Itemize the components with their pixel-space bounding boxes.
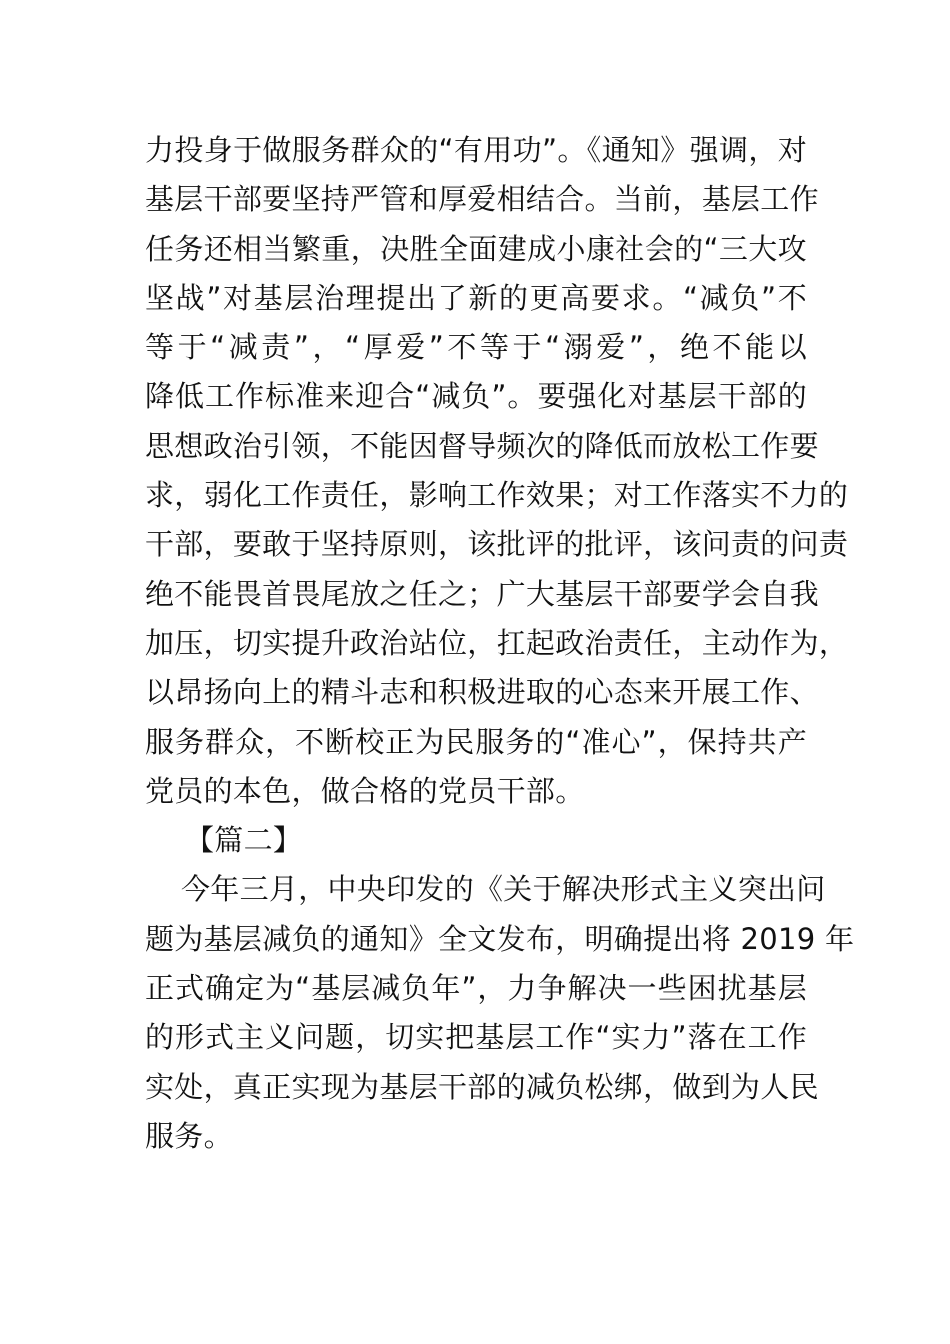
text-line: 加压，切实提升政治站位，扛起政治责任，主动作为， (145, 625, 849, 660)
text-line: 求，弱化工作责任，影响工作效果；对工作落实不力的 (145, 478, 849, 513)
text-line: 任务还相当繁重，决胜全面建成小康社会的“三大攻 (145, 231, 807, 266)
text-line: 力投身于做服务群众的“有用功”。《通知》强调，对 (145, 133, 807, 167)
text-line: 干部，要敢于坚持原则，该批评的批评，该问责的问责 (145, 527, 849, 562)
text-line: 正式确定为“基层减负年”，力争解决一些困扰基层 (145, 971, 807, 1006)
text-line: 题为基层减负的通知》全文发布，明确提出将 2019 年 (145, 921, 855, 956)
text-line: 服务。 (145, 1118, 233, 1153)
text-line: 基层干部要坚持严管和厚爱相结合。当前，基层工作 (145, 182, 819, 217)
section-heading: 【篇二】 (185, 823, 303, 858)
text-line: 等于“减责”，“厚爱”不等于“溺爱”，绝不能以 (145, 330, 807, 365)
text-line: 实处，真正实现为基层干部的减负松绑，做到为人民 (145, 1069, 819, 1104)
paragraph-continuation (145, 126, 849, 816)
text-line: 服务群众，不断校正为民服务的“准心”，保持共产 (145, 724, 807, 759)
text-line: 绝不能畏首畏尾放之任之；广大基层干部要学会自我 (145, 576, 819, 611)
text-line: 今年三月，中央印发的《关于解决形式主义突出问 (181, 872, 826, 907)
text-line: 思想政治引领，不能因督导频次的降低而放松工作要 (145, 428, 819, 463)
text-line: 以昂扬向上的精斗志和积极进取的心态来开展工作、 (145, 675, 819, 710)
document-page (145, 126, 855, 1161)
text-line: 党员的本色，做合格的党员干部。 (145, 773, 585, 808)
text-line: 坚战”对基层治理提出了新的更高要求。“减负”不 (145, 280, 807, 315)
text-line: 降低工作标准来迎合“减负”。要强化对基层干部的 (145, 379, 807, 414)
text-line: 的形式主义问题，切实把基层工作“实力”落在工作 (145, 1020, 807, 1055)
paragraph-body (145, 865, 855, 1161)
